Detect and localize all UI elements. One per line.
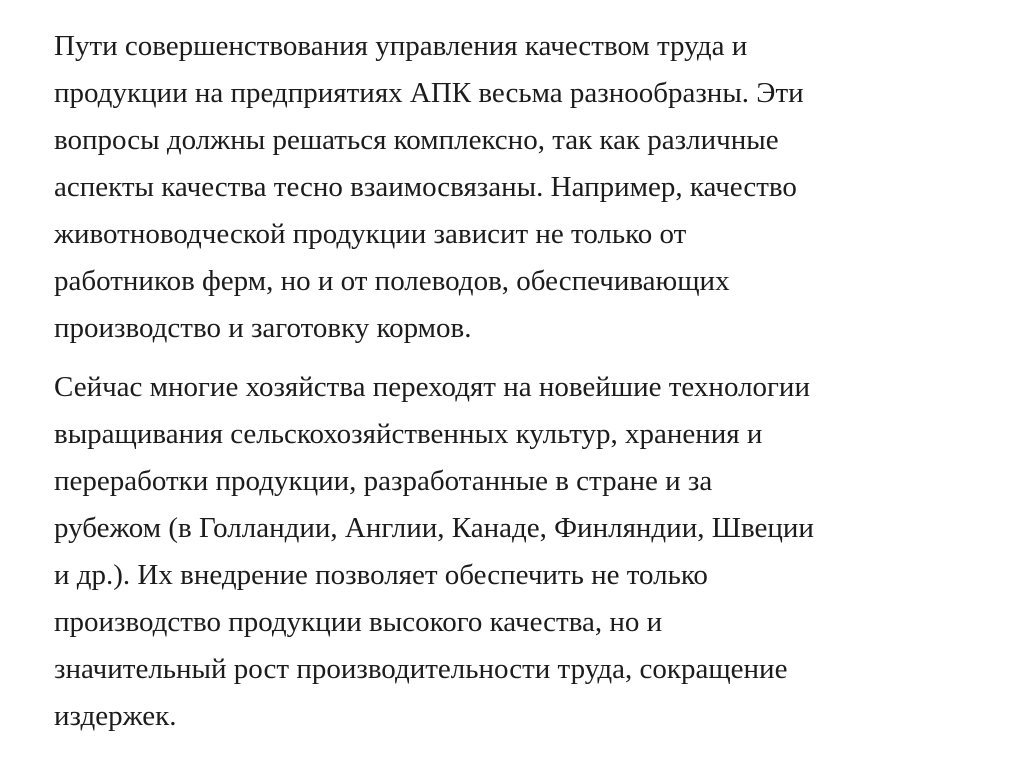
text-line: аспекты качества тесно взаимосвязаны. Например, качество [54, 171, 797, 203]
text-line: Пути совершенствования управления качеством труда и [54, 30, 748, 62]
text-line: животноводческой продукции зависит не только от [54, 218, 687, 250]
text-line: переработки продукции, разработанные в стране и за [54, 465, 713, 497]
text-line: продукции на предприятиях АПК весьма разнообразны. Эти [54, 77, 804, 109]
text-line: и др.). Их внедрение позволяет обеспечить не только [54, 559, 708, 591]
text-line: Сейчас многие хозяйства переходят на новейшие технологии [54, 371, 810, 403]
paragraph-quality-management [54, 23, 974, 352]
text-line: издержек. [54, 700, 177, 732]
text-line: производство продукции высокого качества, но и [54, 606, 663, 638]
text-line: выращивания сельскохозяйственных культур, хранения и [54, 418, 763, 450]
paragraph-new-technologies [54, 364, 974, 740]
text-line: работников ферм, но и от полеводов, обеспечивающих [54, 265, 730, 297]
text-line: вопросы должны решаться комплексно, так как различные [54, 124, 779, 156]
text-line: значительный рост производительности труда, сокращение [54, 653, 788, 685]
text-line: рубежом (в Голландии, Англии, Канаде, Финляндии, Швеции [54, 512, 814, 544]
text-line: производство и заготовку кормов. [54, 312, 472, 344]
